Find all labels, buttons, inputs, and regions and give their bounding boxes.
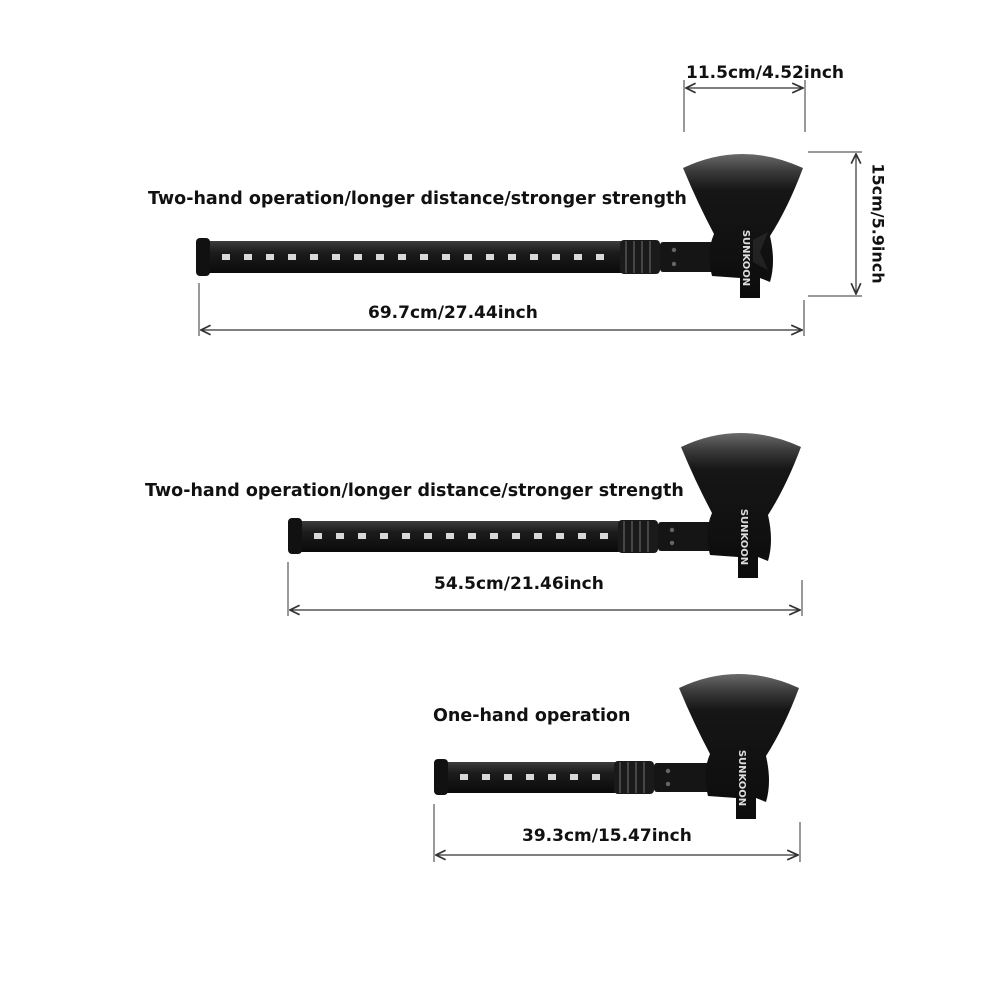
brand-mark: SUNKOON [740,229,751,287]
axe-long-length-label: 69.7cm/27.44inch [368,303,538,323]
axe-long-caption: Two-hand operation/longer distance/stronger strength [148,189,687,209]
handle-neck [660,242,718,272]
head-width-label: 11.5cm/4.52inch [686,63,844,83]
axe-medium-length-label: 54.5cm/21.46inch [434,574,604,594]
axe-medium-caption: Two-hand operation/longer distance/stronger strength [145,481,684,501]
axe-short-caption: One-hand operation [433,706,631,726]
brand-mark: SUNKOON [738,508,749,566]
axe-short-length-label: 39.3cm/15.47inch [522,826,692,846]
handle-neck [654,763,712,792]
handle-end-cap [196,238,210,276]
handle-end-cap [434,759,448,795]
handle-grip [198,241,628,273]
handle-end-cap [288,518,302,554]
head-height-label: 15cm/5.9inch [868,163,888,284]
brand-mark: SUNKOON [736,749,747,807]
handle-neck [658,522,716,551]
